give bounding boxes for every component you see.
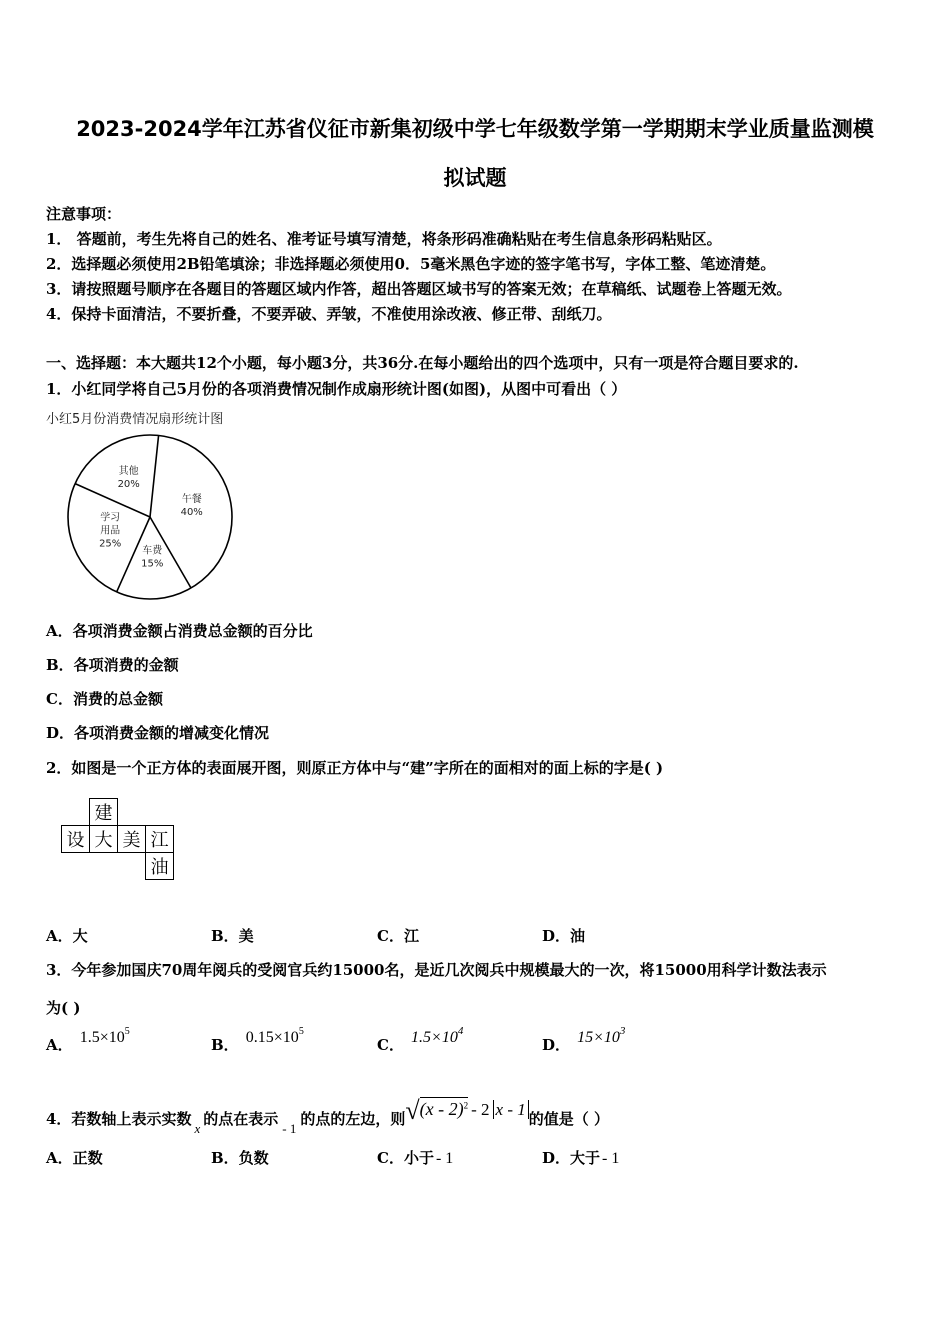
abs-value-expr: x - 1 <box>493 1100 529 1119</box>
q1-option-d[interactable]: D．各项消费金额的增减变化情况 <box>46 724 270 742</box>
q3-option-b-letter: B． <box>211 1036 239 1054</box>
q4-option-d-label: D．大于 <box>542 1149 601 1167</box>
q3-option-d-exp: 3 <box>619 1024 626 1037</box>
q4-stem-part2: 的点在表示 <box>203 1110 279 1128</box>
q3-option-a-base: 1.5×10 <box>79 1029 125 1046</box>
pie-slice-label-2: 车费 15% <box>141 545 164 570</box>
q4-expression <box>405 1092 528 1125</box>
net-cell-row-3: 美 <box>118 826 146 853</box>
net-cell-row-4: 江 <box>146 826 174 853</box>
notice-item-4: 4．保持卡面清洁，不要折叠，不要弄破、弄皱，不准使用涂改液、修正带、刮纸刀。 <box>46 305 612 323</box>
q4-stem-part1: 4．若数轴上表示实数 <box>46 1110 192 1128</box>
q2-option-d[interactable]: D．油 <box>542 927 586 945</box>
q4-stem <box>46 1090 609 1136</box>
q4-option-a[interactable]: A．正数 <box>46 1149 103 1167</box>
q1-stem: 1．小红同学将自己5月份的各项消费情况制作成扇形统计图(如图)，从图中可看出（ ） <box>46 380 627 398</box>
pie-chart <box>40 405 255 610</box>
q4-option-d-value: - 1 <box>602 1150 620 1167</box>
notice-item-3: 3．请按照题号顺序在各题目的答题区域内作答，超出答题区域书写的答案无效；在草稿纸、试题卷上答题无效。 <box>46 280 792 298</box>
radicand <box>420 1097 468 1120</box>
q3-option-a[interactable] <box>46 1025 130 1055</box>
notice-item-2: 2．选择题必须使用2B铅笔填涂；非选择题必须使用0．5毫米黑色字迹的签字笔书写，字体工整、笔迹清楚。 <box>46 255 776 273</box>
net-cell-row-2: 大 <box>90 826 118 853</box>
q3-option-a-exp: 5 <box>124 1025 130 1037</box>
q3-option-b-exp: 5 <box>298 1025 304 1037</box>
net-cell-row-1: 设 <box>62 826 90 853</box>
notice-heading: 注意事项： <box>46 205 122 223</box>
q3-option-c-base: 1.5×10 <box>411 1029 458 1046</box>
q3-option-c-exp: 4 <box>457 1024 464 1037</box>
q3-stem-line2: 为( ) <box>46 999 81 1017</box>
q3-option-b[interactable] <box>211 1025 304 1055</box>
cube-net <box>61 798 174 880</box>
q4-option-b[interactable]: B．负数 <box>211 1149 269 1167</box>
q3-option-a-letter: A． <box>46 1036 73 1054</box>
q4-option-d[interactable] <box>542 1147 619 1168</box>
chart-title: 小红5月份消费情况扇形统计图 <box>46 412 224 427</box>
q4-var-x: x <box>194 1121 201 1136</box>
radicand-exp: 2 <box>463 1100 469 1111</box>
q3-option-c-letter: C． <box>377 1036 404 1054</box>
expr-minus-two: - 2 <box>471 1100 490 1119</box>
q2-stem: 2．如图是一个正方体的表面展开图，则原正方体中与“建”字所在的面相对的面上标的字是( ) <box>46 759 664 777</box>
page-title-line2: 拟试题 <box>443 166 507 190</box>
q1-option-b[interactable]: B．各项消费的金额 <box>46 656 179 674</box>
q4-stem-part3: 的点的左边，则 <box>300 1110 406 1128</box>
q4-stem-part4: 的值是（ ） <box>528 1110 609 1128</box>
radicand-expr: (x - 2) <box>419 1099 464 1119</box>
q4-option-c-label: C．小于 <box>377 1149 434 1167</box>
q3-option-b-base: 0.15×10 <box>245 1029 299 1046</box>
q2-option-a[interactable]: A．大 <box>46 927 88 945</box>
q2-option-b[interactable]: B．美 <box>211 927 254 945</box>
pie-slice-label-1: 午餐 40% <box>180 494 203 519</box>
q3-option-d[interactable] <box>542 1024 626 1055</box>
q1-option-c[interactable]: C．消费的总金额 <box>46 690 163 708</box>
q2-option-c[interactable]: C．江 <box>377 927 419 945</box>
notice-item-1: 1． 答题前，考生先将自己的姓名、准考证号填写清楚，将条形码准确粘贴在考生信息条形码粘贴区。 <box>46 230 722 248</box>
pie-slice-boundary <box>150 435 159 517</box>
q3-stem-line1: 3．今年参加国庆70周年阅兵的受阅官兵约15000名，是近几次阅兵中规模最大的一次，将15000用科学计数法表示 <box>46 961 827 979</box>
page-title-line1: 2023-2024学年江苏省仪征市新集初级中学七年级数学第一学期期末学业质量监测模 <box>76 117 874 141</box>
pie-slices <box>68 435 232 599</box>
pie-slice-label-0: 其他 20% <box>117 466 140 491</box>
q4-neg-one: - 1 <box>282 1121 297 1136</box>
pie-slice-label-3: 学习用品 25% <box>99 512 122 550</box>
q4-option-c-value: - 1 <box>435 1150 454 1167</box>
radical-sign-icon: √ <box>405 1096 420 1125</box>
q4-option-c[interactable] <box>377 1147 453 1168</box>
q3-option-d-base: 15×10 <box>577 1029 620 1046</box>
section-heading: 一、选择题：本大题共12个小题，每小题3分，共36分.在每小题给出的四个选项中，只有一项是符合题目要求的. <box>46 354 799 372</box>
q3-option-d-letter: D． <box>542 1036 571 1054</box>
q3-option-c[interactable] <box>377 1024 464 1055</box>
net-cell-bottom: 油 <box>146 853 174 880</box>
q1-option-a[interactable]: A．各项消费金额占消费总金额的百分比 <box>46 622 313 640</box>
net-cell-top: 建 <box>90 799 118 826</box>
